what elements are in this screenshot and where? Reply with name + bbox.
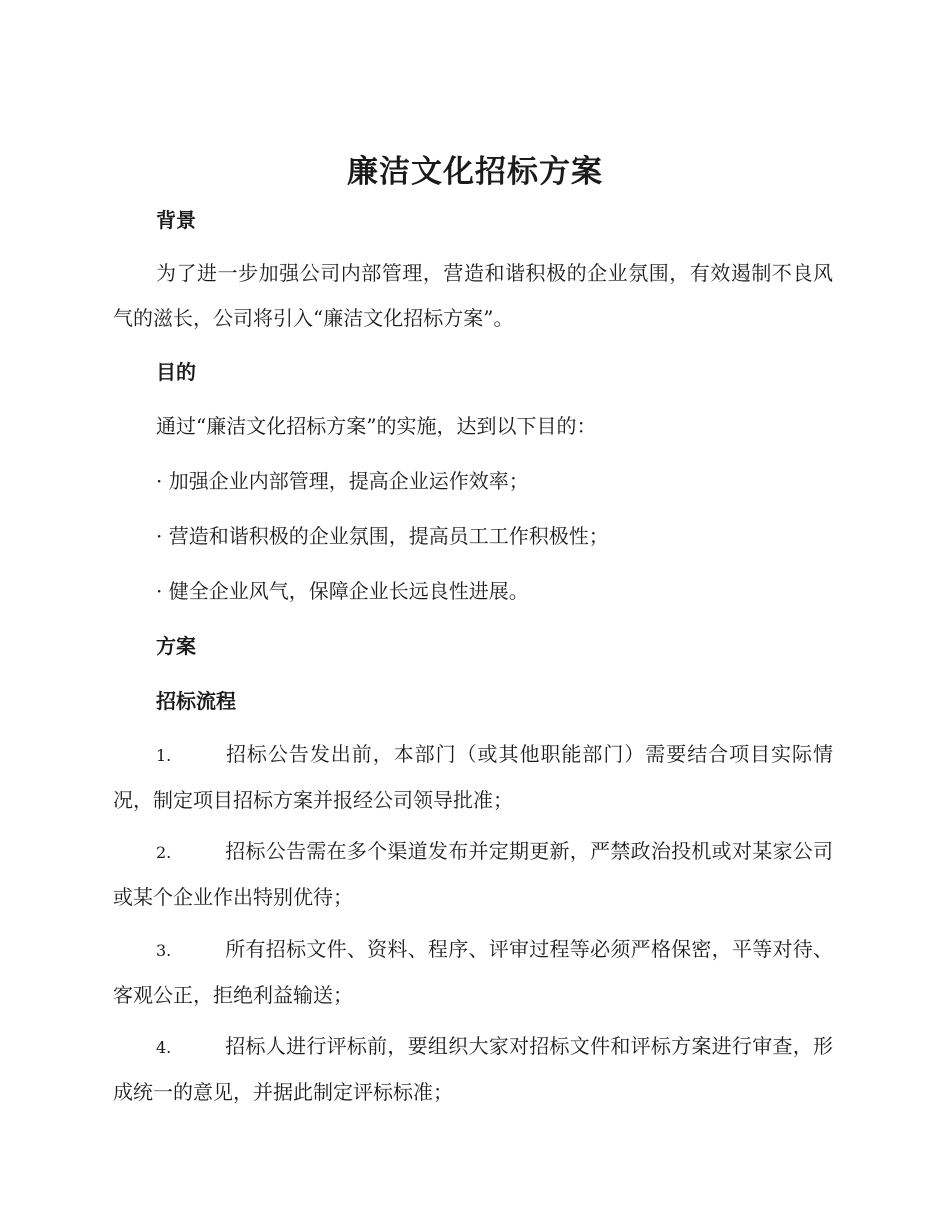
background-paragraph: 为了进一步加强公司内部管理，营造和谐积极的企业氛围，有效遏制不良风气的滋长，公司将引入“廉洁文化招标方案”。	[113, 261, 833, 330]
purpose-bullet-1: · 加强企业内部管理，提高企业运作效率；	[156, 469, 529, 493]
purpose-intro: 通过“廉洁文化招标方案”的实施，达到以下目的：	[156, 414, 597, 438]
purpose-bullet-3: · 健全企业风气，保障企业长远良性进展。	[156, 579, 529, 603]
purpose-bullet-2: · 营造和谐积极的企业氛围，提高员工工作积极性；	[156, 524, 609, 548]
process-item-1	[113, 732, 833, 823]
heading-plan: 方案	[156, 634, 196, 658]
process-item-number: 2.	[156, 843, 172, 862]
process-item-number: 1.	[156, 746, 172, 765]
process-item-number: 4.	[156, 1038, 172, 1057]
process-item-4	[113, 1024, 833, 1115]
process-item-3	[113, 927, 833, 1018]
process-item-text: 所有招标文件、资料、程序、评审过程等必须严格保密，平等对待、客观公正，拒绝利益输送；	[113, 937, 833, 1007]
process-item-text: 招标公告需在多个渠道发布并定期更新，严禁政治投机或对某家公司或某个企业作出特别优待；	[113, 839, 833, 909]
heading-purpose: 目的	[156, 360, 196, 384]
process-item-text: 招标公告发出前，本部门（或其他职能部门）需要结合项目实际情况，制定项目招标方案并报经公司领导批准；	[113, 742, 833, 812]
heading-process: 招标流程	[156, 689, 236, 713]
document-title: 廉洁文化招标方案	[347, 154, 603, 190]
process-item-number: 3.	[156, 941, 172, 960]
process-item-2	[113, 829, 833, 920]
heading-background: 背景	[156, 208, 196, 232]
process-item-text: 招标人进行评标前，要组织大家对招标文件和评标方案进行审查，形成统一的意见，并据此制定评标标准；	[113, 1034, 833, 1104]
